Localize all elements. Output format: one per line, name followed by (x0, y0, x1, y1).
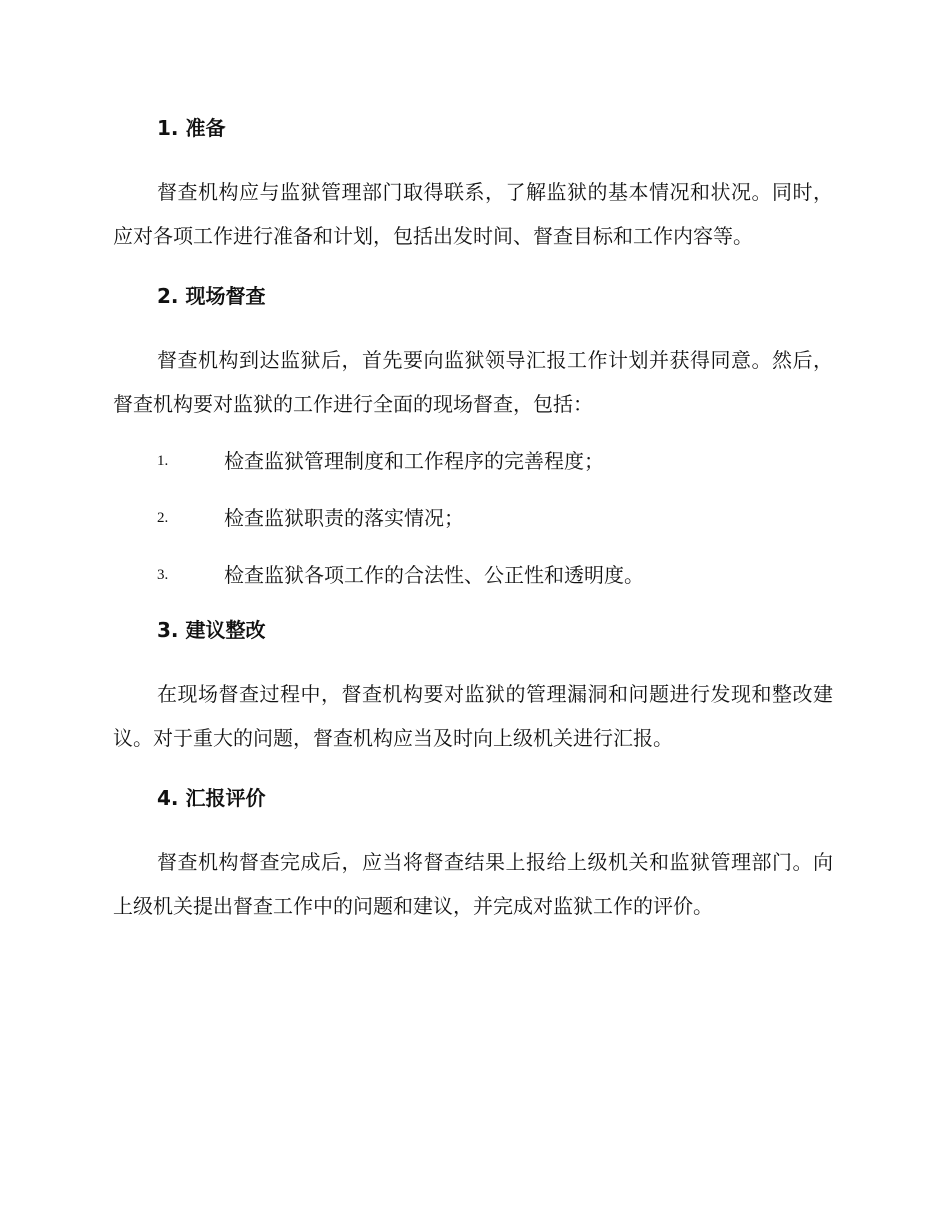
section-heading-rectification: 3. 建议整改 (157, 618, 266, 642)
list-item-number: 3. (157, 567, 169, 583)
section-heading-report-evaluation: 4. 汇报评价 (157, 786, 266, 810)
document-body (113, 112, 833, 928)
section-paragraph-rectification: 在现场督查过程中，督查机构要对监狱的管理漏洞和问题进行发现和整改建议。对于重大的问题，督查机构应当及时向上级机关进行汇报。 (113, 682, 833, 750)
section-paragraph-preparation: 督查机构应与监狱管理部门取得联系，了解监狱的基本情况和状况。同时，应对各项工作进行准备和计划，包括出发时间、督查目标和工作内容等。 (113, 180, 833, 248)
list-item-text: 检查监狱职责的落实情况； (224, 506, 464, 530)
list-item (113, 553, 833, 597)
list-item (113, 496, 833, 540)
section-heading-onsite-inspection: 2. 现场督查 (157, 284, 266, 308)
list-item-text: 检查监狱各项工作的合法性、公正性和透明度。 (224, 563, 644, 587)
section-heading-preparation: 1. 准备 (157, 116, 226, 140)
list-item (113, 439, 833, 483)
list-item-number: 1. (157, 453, 169, 469)
list-item-text: 检查监狱管理制度和工作程序的完善程度； (224, 449, 604, 473)
section-paragraph-report-evaluation: 督查机构督查完成后，应当将督查结果上报给上级机关和监狱管理部门。向上级机关提出督查工作中的问题和建议，并完成对监狱工作的评价。 (113, 850, 833, 918)
inspection-checklist (113, 439, 833, 597)
list-item-number: 2. (157, 510, 169, 526)
section-paragraph-onsite-inspection: 督查机构到达监狱后，首先要向监狱领导汇报工作计划并获得同意。然后，督查机构要对监狱的工作进行全面的现场督查，包括： (113, 348, 833, 416)
